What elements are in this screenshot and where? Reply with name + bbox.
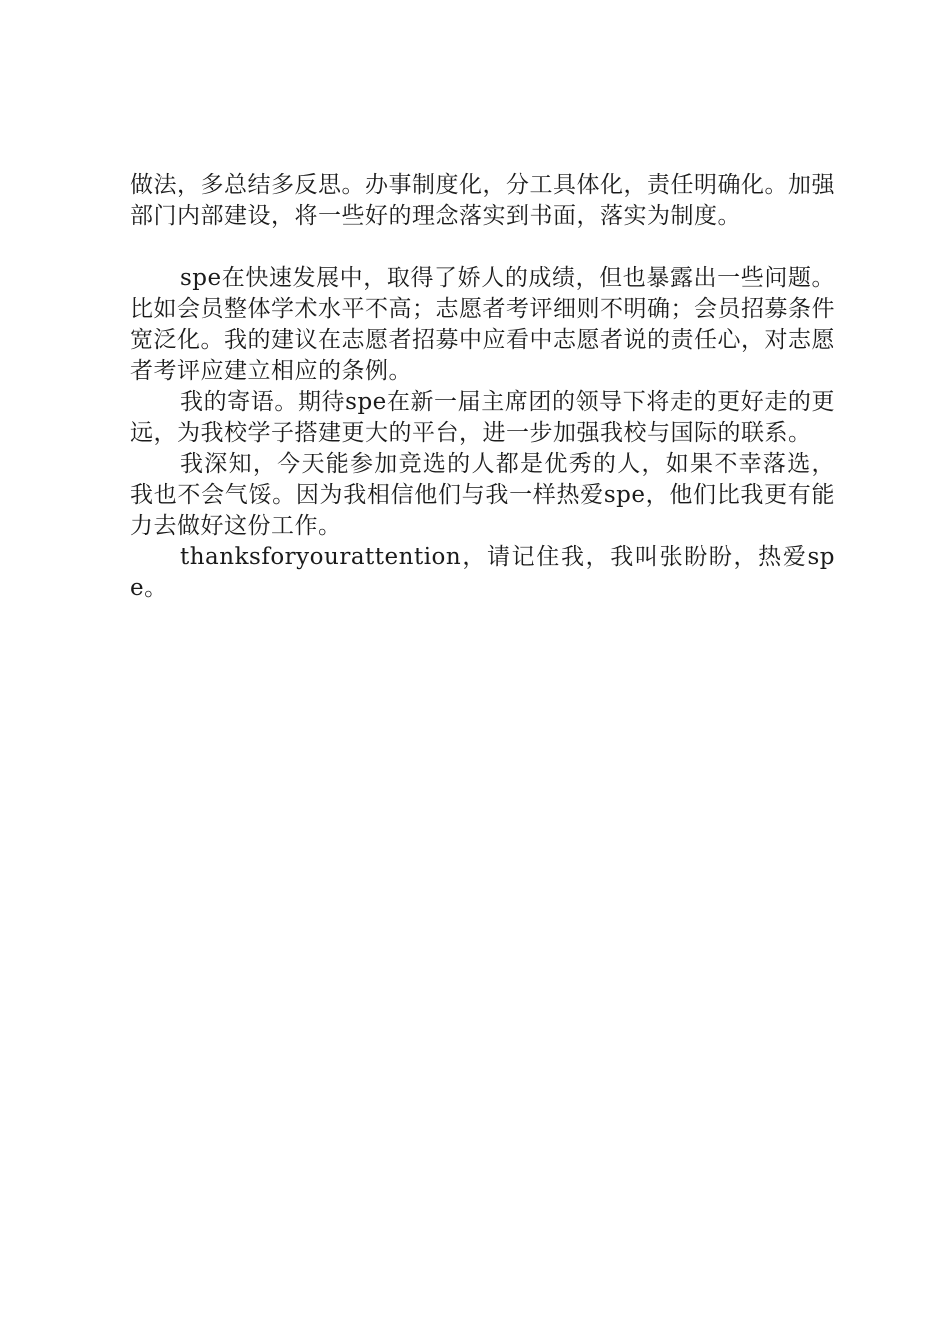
paragraph-attitude: 我深知，今天能参加竞选的人都是优秀的人，如果不幸落选，我也不会气馁。因为我相信他们与我一样热爱spe，他们比我更有能力去做好这份工作。 bbox=[130, 451, 835, 539]
document-body bbox=[130, 170, 835, 604]
paragraph-wishes: 我的寄语。期待spe在新一届主席团的领导下将走的更好走的更远，为我校学子搭建更大的平台，进一步加强我校与国际的联系。 bbox=[130, 389, 835, 446]
paragraph-problems: spe在快速发展中，取得了娇人的成绩，但也暴露出一些问题。比如会员整体学术水平不高；志愿者考评细则不明确；会员招募条件宽泛化。我的建议在志愿者招募中应看中志愿者说的责任心，对志愿者考评应建立相应的条例。 bbox=[130, 265, 835, 384]
paragraph-closing: thanksforyourattention，请记住我，我叫张盼盼，热爱spe。 bbox=[130, 544, 835, 601]
paragraph-continuation: 做法，多总结多反思。办事制度化，分工具体化，责任明确化。加强部门内部建设，将一些好的理念落实到书面，落实为制度。 bbox=[130, 172, 835, 229]
